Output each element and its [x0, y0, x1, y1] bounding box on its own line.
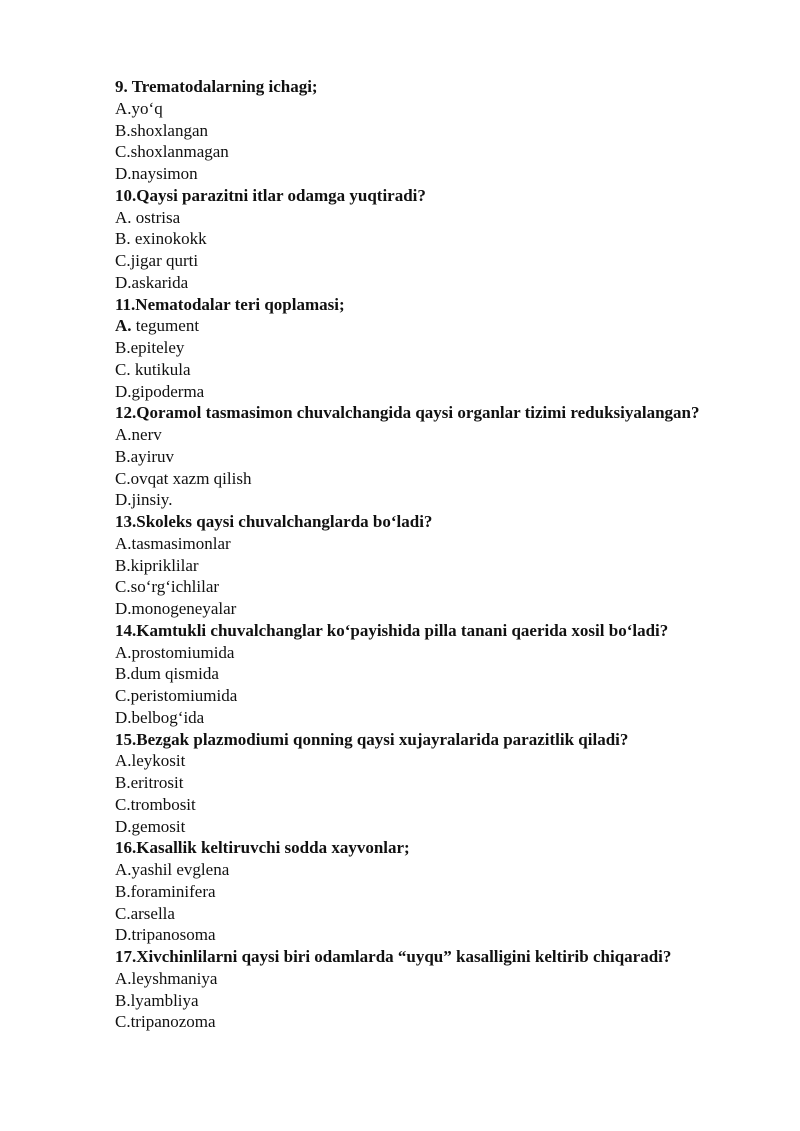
option-a: A.yashil evglena — [115, 860, 230, 879]
option-b: B.epiteley — [115, 338, 185, 357]
option-letter: A. — [115, 316, 132, 336]
option-d: D.jinsiy. — [115, 490, 173, 510]
option-c: C.peristomiumida — [115, 686, 238, 705]
option-d: D.gipoderma — [115, 381, 205, 401]
option-a: A.tasmasimonlar — [115, 533, 231, 553]
option-b: B.shoxlangan — [115, 120, 209, 140]
question-title: 12.Qoramol tasmasimon chuvalchangida qaysi organlar tizimi reduksiyalangan? — [115, 403, 700, 423]
option-a — [115, 315, 775, 337]
option-c: C.jigar qurti — [115, 251, 199, 270]
option-d: D.naysimon — [115, 164, 198, 183]
option-b: B.eritrosit — [115, 773, 184, 792]
option-b: B.foraminifera — [115, 881, 216, 901]
question-title: 13.Skoleks qaysi chuvalchanglarda bo‘ladi? — [115, 512, 433, 531]
option-b: B.kipriklilar — [115, 555, 199, 575]
option-a: A. ostrisa — [115, 207, 181, 227]
option-d: D.tripanosoma — [115, 925, 216, 945]
option-b: B.dum qismida — [115, 664, 219, 684]
option-d: D.monogeneyalar — [115, 599, 237, 618]
document-page — [115, 76, 775, 1033]
option-c: C.so‘rg‘ichlilar — [115, 577, 220, 597]
option-a: A.yo‘q — [115, 98, 163, 118]
option-b: B. exinokokk — [115, 229, 207, 249]
option-c: C.ovqat xazm qilish — [115, 468, 252, 488]
option-d: D.belbog‘ida — [115, 707, 205, 727]
option-a: A.leykosit — [115, 751, 186, 771]
question-title: 16.Kasallik keltiruvchi sodda xayvonlar; — [115, 838, 410, 858]
option-c: C. kutikula — [115, 359, 191, 379]
question-title: 9. Trematodalarning ichagi; — [115, 77, 318, 96]
option-text: tegument — [131, 316, 200, 336]
option-c: C.trombosit — [115, 794, 196, 814]
option-c: C.arsella — [115, 903, 175, 923]
option-b: B.ayiruv — [115, 446, 175, 466]
option-a: A.leyshmaniya — [115, 968, 218, 988]
option-d: D.askarida — [115, 272, 189, 292]
option-a: A.nerv — [115, 425, 162, 444]
question-title: 10.Qaysi parazitni itlar odamga yuqtiradi? — [115, 185, 426, 205]
option-c: C.shoxlanmagan — [115, 142, 229, 162]
question-title: 11.Nematodalar teri qoplamasi; — [115, 294, 345, 314]
question-title: 14.Kamtukli chuvalchanglar ko‘payishida pilla tanani qaerida xosil bo‘ladi? — [115, 620, 669, 640]
question-title: 17.Xivchinlilarni qaysi biri odamlarda “uyqu” kasalligini keltirib chiqaradi? — [115, 947, 672, 966]
option-a: A.prostomiumida — [115, 642, 235, 662]
question-title: 15.Bezgak plazmodiumi qonning qaysi xujayralarida parazitlik qiladi? — [115, 729, 629, 749]
option-c: C.tripanozoma — [115, 1012, 216, 1032]
option-b: B.lyambliya — [115, 990, 199, 1010]
option-d: D.gemosit — [115, 816, 186, 836]
